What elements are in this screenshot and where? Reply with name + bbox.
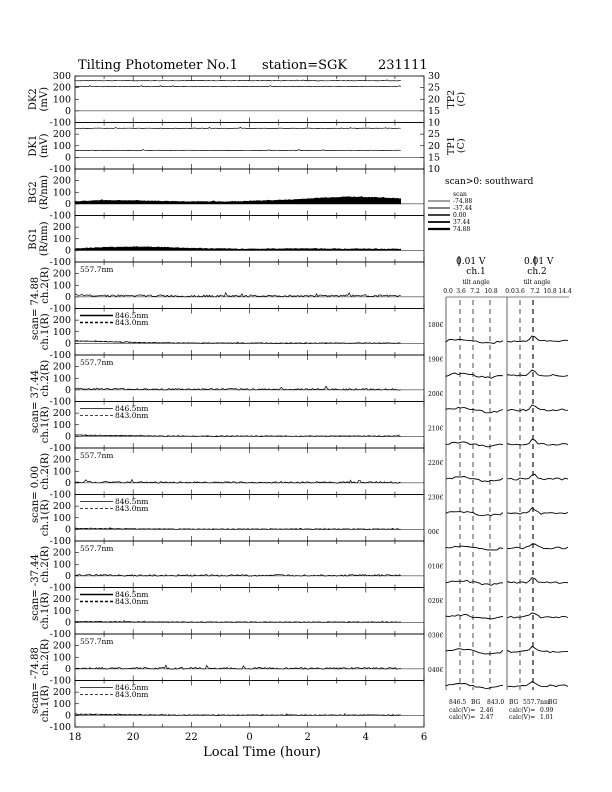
y-tick-label: 100 [52, 605, 71, 617]
y-axis-label-right [446, 136, 467, 155]
y-tick-label: -100 [49, 629, 71, 640]
y-tick-label-right: 15 [428, 152, 441, 164]
x-tick-label: 22 [184, 732, 198, 743]
y-axis-label-line: (mV) [39, 86, 50, 112]
legend-label: 843.0nm [115, 597, 149, 606]
scan-legend-label: 0.00 [453, 212, 467, 219]
panel-frame [75, 355, 424, 402]
y-tick-label: 0 [64, 710, 71, 722]
y-tick-label: -100 [49, 303, 71, 315]
y-axis-label-line: BG2 [28, 181, 39, 204]
ch1-profile [446, 373, 503, 378]
x-tick-label: 6 [420, 732, 428, 743]
legend-label: 846.5nm [115, 311, 149, 320]
x-tick-label: 20 [126, 732, 140, 743]
y-axis-label-line: ch.2(R) [40, 638, 51, 676]
profile-time-label: 220€ [428, 460, 444, 467]
series-line [75, 86, 401, 87]
y-axis-label [40, 685, 51, 722]
y-tick-label: -100 [49, 396, 71, 408]
ch2-tick-label: 10.8 [543, 288, 557, 295]
profile-bottom-label: BG [509, 699, 519, 706]
y-axis-label [40, 499, 51, 536]
profile-bottom-label: BG [471, 699, 481, 706]
y-axis-label [40, 592, 51, 629]
y-tick-label: 0 [64, 105, 71, 117]
y-tick-label: -100 [49, 117, 71, 129]
ch2-profile [508, 544, 568, 549]
panel-s3c2 [30, 448, 424, 523]
y-tick-label: -100 [49, 489, 71, 501]
y-axis-label-right-line: (C) [456, 138, 467, 154]
panel-frame [75, 76, 424, 123]
y-tick-label: 0 [64, 198, 71, 210]
x-axis [69, 732, 428, 760]
y-tick-label: 200 [52, 454, 71, 466]
panel-frame [75, 216, 424, 263]
y-tick-label: 100 [52, 94, 71, 106]
legend-label: 846.5nm [115, 497, 149, 506]
ch1-profile [446, 546, 503, 550]
y-tick-label: 100 [52, 466, 71, 478]
ch1-profile [446, 580, 503, 585]
y-tick-label: 0 [64, 338, 71, 350]
y-axis-label-line: DK1 [28, 134, 39, 157]
ch2-profile [508, 439, 568, 445]
panel-s4c1 [40, 588, 424, 641]
panel-s4c2 [30, 541, 424, 621]
y-axis-label [28, 221, 50, 256]
y-tick-label: 300 [52, 71, 71, 82]
tilt-angle-label: tilt angle [462, 279, 490, 286]
scan-group-label-text: scan= 74.88 [30, 276, 41, 341]
profile-time-label: 00€ [428, 529, 440, 536]
y-tick-label: 100 [52, 326, 71, 338]
y-tick-label: 0 [64, 431, 71, 443]
y-tick-label: 200 [52, 268, 71, 280]
x-tick-label: 0 [246, 732, 253, 743]
y-axis-label-line: ch.2(R) [40, 452, 51, 490]
ch1-tick-label: 7.2 [470, 288, 480, 295]
y-axis-label-line: ch.2(R) [40, 266, 51, 304]
scan-legend-label: 74.88 [453, 226, 471, 233]
panel-frame [75, 541, 424, 588]
ch2-profile [508, 613, 568, 618]
y-tick-label: 100 [52, 419, 71, 431]
calc-label: calc(V)= [449, 714, 476, 721]
y-tick-label: 200 [52, 129, 71, 141]
y-tick-label: 100 [52, 140, 71, 152]
figure-header [78, 58, 428, 73]
y-tick-label: 200 [52, 222, 71, 234]
ch1-profile [446, 684, 503, 689]
y-tick-label: -100 [49, 722, 71, 733]
ch1-profile [446, 614, 503, 619]
panel-s1c2 [30, 262, 424, 340]
series-line [75, 127, 401, 128]
y-tick-label: -100 [49, 210, 71, 222]
legend-label: 846.5nm [115, 683, 149, 692]
date-label: 231111 [378, 58, 428, 73]
profile-time-label: 190€ [428, 356, 444, 364]
y-axis-label-right-line: (C) [456, 91, 467, 107]
y-axis-label-right-line: TP2 [446, 89, 457, 109]
calc-label: calc(V)= [509, 707, 536, 714]
scan-group-label-text: scan= -74.88 [30, 647, 41, 714]
ch1-profile [446, 476, 503, 481]
y-tick-label: 200 [52, 361, 71, 373]
series-line [75, 713, 401, 715]
y-tick-label: 200 [52, 315, 71, 327]
legend-label: 843.0nm [115, 690, 149, 699]
ch1-tick-label: 3.6 [456, 288, 466, 295]
y-tick-label: 100 [52, 698, 71, 710]
y-axis-label-right-line: TP1 [446, 136, 457, 156]
ch1-tick-label: 0.0 [443, 288, 453, 295]
panel-frame [75, 123, 424, 170]
ch2-tick-label: 0.0 [505, 288, 515, 295]
ch2-profile [508, 405, 568, 411]
y-tick-label: 200 [52, 175, 71, 187]
y-axis-label [40, 267, 51, 304]
ch2-profile [508, 508, 568, 514]
profile-time-label: 020€ [428, 598, 444, 605]
profile-time-label: 040€ [428, 667, 444, 674]
panel-s5c1 [40, 681, 424, 734]
legend-label: 846.5nm [115, 404, 149, 413]
scan-group-label-text: scan= 37.44 [30, 369, 41, 434]
y-tick-label: 100 [52, 512, 71, 524]
calc-value: 2.46 [480, 707, 494, 714]
panel-s2c1 [40, 402, 424, 455]
series-line [75, 80, 401, 81]
series-line [75, 150, 401, 151]
legend-label: 843.0nm [115, 411, 149, 420]
scan-direction-heading: scan>0: southward [445, 177, 534, 187]
y-axis-label-line: (R/nm) [39, 174, 50, 210]
y-axis-label-line: ch.1(R) [40, 313, 51, 351]
calc-value: 2.47 [480, 714, 494, 721]
legend-label: 843.0nm [115, 318, 149, 327]
y-axis-label-line: ch.2(R) [40, 359, 51, 397]
panel-frame [75, 634, 424, 681]
x-tick-label: 18 [68, 732, 82, 743]
profile-bottom-label: 557.7nm [523, 699, 550, 706]
y-tick-label-right: 25 [428, 129, 441, 141]
y-axis-label [40, 360, 51, 397]
y-tick-label-right: 30 [428, 71, 441, 82]
profile-time-label: 210€ [428, 425, 444, 433]
y-tick-label: 100 [52, 559, 71, 571]
profile-time-label: 030€ [428, 632, 444, 640]
y-tick-label: -100 [49, 536, 71, 547]
calc-label: calc(V)= [449, 707, 476, 714]
y-tick-label: 100 [52, 233, 71, 245]
calc-value: 1.01 [540, 714, 554, 721]
y-tick-label: 100 [52, 652, 71, 664]
y-tick-label: 200 [52, 408, 71, 420]
scan-legend-label: scan [453, 191, 467, 198]
ch1-scale-label: 0.01 V [456, 257, 486, 267]
panel-dk2 [28, 71, 467, 129]
y-axis-label-line: ch.1(R) [40, 685, 51, 723]
legend-label: 843.0nm [115, 504, 149, 513]
wavelength-note: 557.7nm [80, 265, 114, 274]
y-tick-label: 0 [64, 152, 71, 164]
y-tick-label: -100 [49, 443, 71, 454]
y-axis-label-line: ch.2(R) [40, 545, 51, 583]
x-tick-label: 2 [304, 732, 311, 743]
y-tick-label: 0 [64, 570, 71, 582]
ch1-profile [446, 407, 503, 412]
panel-s5c2 [30, 634, 424, 714]
panel-s3c1 [40, 495, 424, 548]
y-tick-label: 200 [52, 640, 71, 652]
y-axis-label-right [446, 90, 467, 109]
profile-time-label: 180€ [428, 322, 444, 329]
ch2-profile [508, 682, 568, 687]
scan-legend-label: 37.44 [453, 219, 471, 226]
profile-bottom-label: 846.5 [449, 699, 467, 706]
y-axis-label-line: DK2 [28, 88, 39, 111]
ch1-profile [446, 339, 503, 343]
y-tick-label: 200 [52, 594, 71, 606]
x-tick-label: 4 [362, 732, 370, 743]
y-axis-label-line: (R/nm) [39, 221, 50, 257]
tilt-angle-label: tilt angle [523, 279, 551, 286]
figure-title: Tilting Photometer No.1 [78, 58, 238, 73]
series-line [75, 386, 401, 390]
calc-value: 0.99 [540, 707, 554, 714]
legend-label: 846.5nm [115, 590, 149, 599]
profile-time-label: 010€ [428, 563, 444, 571]
scan-group-label-text: scan= 0.00 [30, 466, 41, 523]
profile-bottom-label: 843.0 [487, 699, 505, 706]
y-tick-label-right: 20 [428, 94, 441, 106]
y-tick-label: 0 [64, 663, 71, 675]
profile-time-label: 230€ [428, 494, 444, 502]
ch2-profile [508, 336, 568, 342]
tilt-profile-panel [428, 177, 572, 721]
wavelength-note: 557.7nm [80, 451, 114, 460]
y-tick-label-right: 25 [428, 82, 441, 94]
y-tick-label: -100 [49, 257, 71, 268]
panel-bg2 [28, 169, 424, 222]
panel-frame [75, 262, 424, 309]
ch1-profile [446, 649, 503, 654]
y-tick-label: 0 [64, 291, 71, 303]
panel-frame [75, 169, 424, 216]
y-axis-label [40, 313, 51, 350]
wavelength-note: 557.7nm [80, 358, 114, 367]
y-tick-label: -100 [49, 675, 71, 687]
station-label: station=SGK [262, 58, 348, 73]
y-tick-label: 100 [52, 373, 71, 385]
y-tick-label: 0 [64, 384, 71, 396]
y-tick-label-right: 20 [428, 140, 441, 152]
wavelength-note: 557.7nm [80, 637, 114, 646]
series-fill [75, 247, 401, 251]
y-tick-label: 200 [52, 547, 71, 559]
x-axis-label: Local Time (hour) [203, 745, 321, 760]
panel-frame [75, 448, 424, 495]
y-axis-label-line: ch.1(R) [40, 499, 51, 537]
y-tick-label: 0 [64, 245, 71, 257]
profile-bottom-label: BG [548, 699, 558, 706]
scan-legend-label: -37.44 [453, 205, 473, 212]
ch1-label: ch.1 [466, 267, 486, 277]
y-axis-label [40, 639, 51, 676]
y-tick-label: 0 [64, 524, 71, 536]
scan-group-label-text: scan= -37.44 [30, 554, 41, 621]
scan-legend-label: -74.88 [453, 198, 473, 205]
time-series-panels [28, 71, 467, 733]
y-tick-label: -100 [49, 164, 71, 175]
ch2-tick-label: 14.4 [558, 288, 572, 295]
y-tick-label: 200 [52, 501, 71, 513]
ch1-tick-label: 10.8 [484, 288, 498, 295]
ch2-tick-label: 7.2 [530, 288, 540, 295]
y-axis-label [40, 453, 51, 490]
y-tick-label: -100 [49, 582, 71, 594]
panel-s2c2 [30, 355, 424, 433]
y-tick-label-right: 10 [428, 117, 441, 129]
ch2-scale-label: 0.01 V [524, 257, 554, 267]
series-line [75, 293, 401, 297]
series-fill [75, 197, 401, 204]
wavelength-note: 557.7nm [80, 544, 114, 553]
y-axis-label-line: ch.1(R) [40, 406, 51, 444]
ch2-label: ch.2 [527, 267, 547, 277]
ch1-profile [446, 512, 503, 516]
y-axis-label [28, 133, 50, 158]
y-tick-label: -100 [49, 350, 71, 361]
y-tick-label: 200 [52, 687, 71, 699]
y-axis-label [40, 406, 51, 443]
ch2-tick-label: 3.6 [515, 288, 525, 295]
y-axis-label-line: (mV) [39, 133, 50, 159]
calc-label: calc(V)= [509, 714, 536, 721]
y-axis-label-line: BG1 [28, 227, 39, 250]
series-line [75, 480, 401, 484]
panel-s1c1 [40, 309, 424, 362]
y-tick-label: 100 [52, 187, 71, 199]
y-axis-label [28, 175, 50, 210]
profile-time-label: 200€ [428, 391, 444, 398]
y-tick-label-right: 10 [428, 164, 441, 175]
panel-bg1 [28, 216, 424, 269]
y-tick-label: 100 [52, 280, 71, 292]
panel-dk1 [28, 123, 467, 176]
ch2-profile [508, 370, 568, 376]
y-tick-label: 200 [52, 82, 71, 94]
ch2-profile [508, 474, 568, 480]
y-axis-label-line: ch.1(R) [40, 592, 51, 630]
ch1-profile [446, 442, 503, 447]
ch2-profile [508, 646, 568, 652]
y-tick-label-right: 15 [428, 105, 441, 117]
ch2-profile [508, 578, 568, 584]
y-axis-label [28, 87, 50, 112]
y-tick-label: 0 [64, 617, 71, 629]
y-axis-label [40, 546, 51, 583]
y-tick-label: 0 [64, 477, 71, 489]
